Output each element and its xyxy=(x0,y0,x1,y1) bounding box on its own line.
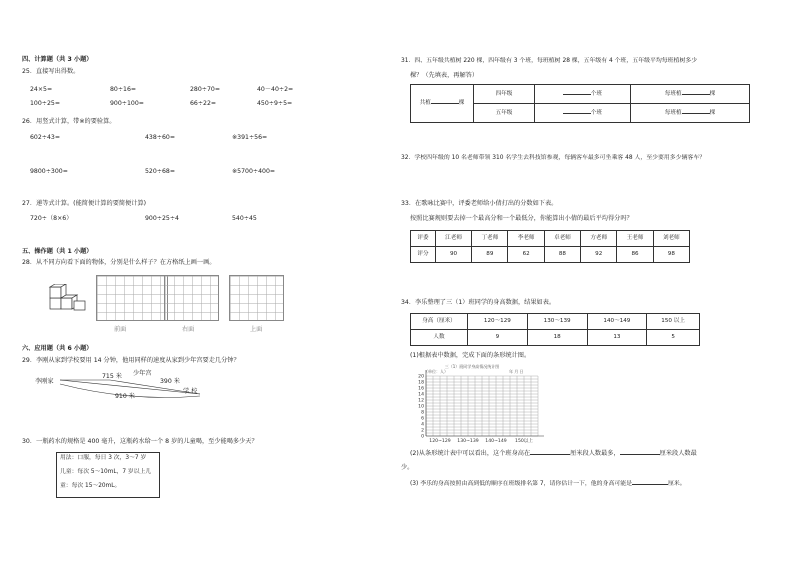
total-unit: 棵 xyxy=(458,100,465,107)
section6-title: 六、应用题（共 6 小题） xyxy=(22,345,93,352)
distance-home-school: 910 米 xyxy=(115,393,135,400)
section5-title: 五、操作题（共 1 小题） xyxy=(22,248,93,255)
header-cell: 身高（厘米） xyxy=(411,314,468,330)
score-cell: 62 xyxy=(508,247,544,263)
distance-palace-school: 390 米 xyxy=(160,378,180,385)
q25-item: 450÷9÷5= xyxy=(257,100,293,107)
score-cell: 89 xyxy=(472,247,508,263)
header-cell: 130～139 xyxy=(527,314,587,330)
palace-label: 少年宫 xyxy=(133,370,152,377)
school-label: 学 校 xyxy=(183,388,198,395)
class-count-cell xyxy=(535,85,631,104)
per-label: 每班植 xyxy=(664,90,682,97)
answer-blank[interactable] xyxy=(620,454,660,455)
q26-item: 9800÷300= xyxy=(30,168,68,175)
q26-item: 602÷43= xyxy=(30,134,61,141)
y-tick-label: 16 xyxy=(418,386,424,392)
cube-stack-figure xyxy=(48,284,90,314)
q30-text: 30．一瓶药水的规格是 400 毫升，这瓶药水给一个 8 岁的儿童喝，至少能喝多少天？ xyxy=(22,438,258,445)
q27-item: 540÷45 xyxy=(232,215,257,222)
q28-text: 28．从不同方向看下面的物体，分别是什么样子？在方格纸上画一画。 xyxy=(22,259,216,266)
q33-text: 33．在歌咏比赛中，评委老师给小倩打出的分数如下表。 xyxy=(401,200,558,207)
sub2-text: (2)从条形统计表中可以看出，这个班身高在 xyxy=(410,450,531,457)
q27-text: 27．递等式计算。(能简便计算的要简便计算) xyxy=(22,200,147,207)
q31-text-cont: 棵？（先填表，再解答） xyxy=(410,72,479,79)
q25-text: 25．直接写出得数。 xyxy=(22,68,80,75)
q25-item: 40－40÷2= xyxy=(257,86,294,93)
header-cell: 方老师 xyxy=(581,231,617,247)
score-cell: 92 xyxy=(581,247,617,263)
per-class-cell xyxy=(631,104,750,123)
answer-blank[interactable] xyxy=(530,454,570,455)
sub3-text: (3) 李乐的身高按照由高到低的顺序在班级排名第 7，请你估计一下，他的身高可能是 xyxy=(410,481,633,487)
q26-item: 438÷60= xyxy=(145,134,176,141)
y-tick-label: 20 xyxy=(418,374,424,380)
per-unit: 棵 xyxy=(709,109,716,116)
y-tick-label: 18 xyxy=(418,380,424,386)
sub2-text: 厘米段人数最多， xyxy=(570,450,620,457)
q29-text: 29．李刚从家到学校要用 14 分钟，他用同样的速度从家到少年宫要走几分钟？ xyxy=(22,357,240,364)
sub2-text: 厘米段人数最 xyxy=(659,450,697,457)
y-tick-label: 8 xyxy=(421,410,424,416)
x-tick-label: 130~139 xyxy=(457,439,479,444)
y-tick-label: 4 xyxy=(421,422,424,428)
header-cell: 150 以上 xyxy=(647,314,700,330)
header-cell: 卓老师 xyxy=(544,231,580,247)
count-cell: 13 xyxy=(587,330,647,346)
header-cell: 江老师 xyxy=(435,231,471,247)
q27-item: 900÷25÷4 xyxy=(145,215,179,222)
sub3-text: 厘米。 xyxy=(668,481,686,487)
y-tick-label: 2 xyxy=(421,428,424,434)
row-label-cell: 人数 xyxy=(411,330,468,346)
q34-text: 34．李乐整理了三（1）班同学的身高数据，结果如表。 xyxy=(401,299,556,306)
q25-item: 280÷70= xyxy=(190,86,221,93)
q33-score-table xyxy=(410,230,690,263)
q26-text: 26．用竖式计算，带※的要验算。 xyxy=(22,118,116,125)
grid-label-front: 前面 xyxy=(114,326,127,333)
score-cell: 88 xyxy=(544,247,580,263)
header-cell: 李老师 xyxy=(508,231,544,247)
q34-sub2-cont: 少。 xyxy=(401,464,414,471)
q25-item: 24×5= xyxy=(30,86,53,93)
drawing-grid-top[interactable] xyxy=(229,275,284,321)
q34-sub3 xyxy=(410,481,686,488)
section4-title: 四、计算题（共 3 小题） xyxy=(22,56,93,63)
header-cell: 120～129 xyxy=(468,314,528,330)
header-cell: 刘老师 xyxy=(653,231,689,247)
count-cell: 9 xyxy=(468,330,528,346)
class-count-cell xyxy=(535,104,631,123)
q26-item: ※5700÷400= xyxy=(232,168,276,175)
y-tick-label: 12 xyxy=(418,398,424,404)
chart-unit: （单位：人） xyxy=(424,369,448,374)
q34-sub1: (1)根据表中数据，完成下面的条形统计图。 xyxy=(410,352,531,359)
q25-item: 80÷16= xyxy=(110,86,137,93)
drawing-grid-front[interactable] xyxy=(96,275,168,321)
y-tick-label: 0 xyxy=(421,434,424,440)
count-unit: 个班 xyxy=(590,90,603,97)
score-cell: 90 xyxy=(435,247,471,263)
header-cell: 140～149 xyxy=(587,314,647,330)
answer-blank[interactable] xyxy=(682,94,710,95)
distance-home-palace: 715 米 xyxy=(102,373,122,380)
answer-blank[interactable] xyxy=(431,103,459,104)
q31-text: 31．四、五年级共植树 220 棵，四年级有 3 个班，每班植树 28 棵，五年级有 4 个班，五年级平均每班植树多少 xyxy=(401,58,698,64)
bar-chart[interactable] xyxy=(404,362,546,446)
chart-title: 三（1）班同学身高情况统计图 xyxy=(444,364,500,369)
header-cell: 丁老师 xyxy=(472,231,508,247)
medicine-instructions-box xyxy=(56,452,160,498)
count-unit: 个班 xyxy=(590,109,603,116)
header-cell: 王老师 xyxy=(617,231,653,247)
x-tick-label: 150以上 xyxy=(515,439,533,444)
x-tick-label: 140~149 xyxy=(485,439,507,444)
per-class-cell xyxy=(631,85,750,104)
header-cell: 评委 xyxy=(411,231,436,247)
instructions-line: 童：每次 15～20mL。 xyxy=(60,483,121,489)
q26-item: 520÷68= xyxy=(145,168,176,175)
chart-date: 年 月 日 xyxy=(509,369,524,374)
total-cell xyxy=(411,85,474,123)
score-cell: 86 xyxy=(617,247,653,263)
answer-blank[interactable] xyxy=(563,113,591,114)
q25-item: 100÷25= xyxy=(30,100,61,107)
drawing-grid-right[interactable] xyxy=(164,275,219,321)
y-tick-label: 14 xyxy=(418,392,424,398)
grid-label-top: 上面 xyxy=(250,326,263,333)
q25-item: 900÷100= xyxy=(110,100,144,107)
home-label: 李刚家 xyxy=(35,378,54,385)
count-cell: 5 xyxy=(647,330,700,346)
q34-height-table xyxy=(410,313,700,346)
answer-blank[interactable] xyxy=(632,484,668,485)
q26-item: ※391÷56= xyxy=(232,134,268,141)
answer-blank[interactable] xyxy=(563,94,591,95)
q33-text-cont: 按照比赛规则要去掉一个最高分和一个最低分，你能算出小倩的最后平均得分吗？ xyxy=(410,215,633,222)
q34-sub2 xyxy=(410,450,697,457)
instructions-line: 儿童：每次 5～10mL，7 岁以上儿 xyxy=(60,469,152,475)
y-tick-label: 6 xyxy=(421,416,424,422)
per-unit: 棵 xyxy=(709,90,716,97)
answer-blank[interactable] xyxy=(682,113,710,114)
row-label-cell: 评分 xyxy=(411,247,436,263)
q27-item: 720÷（8×6） xyxy=(30,215,73,222)
q31-table xyxy=(410,84,750,123)
y-tick-label: 10 xyxy=(418,404,424,410)
q32-text: 32．学校四年级的 10 名老师带领 310 名学生去科技馆参观，每辆客车最多可坐乘客 48 人，至少要用多少辆客车？ xyxy=(401,155,706,161)
grid-label-right: 右面 xyxy=(182,326,195,333)
grade-cell: 四年级 xyxy=(474,85,535,104)
q25-item: 66÷22= xyxy=(190,100,217,107)
instructions-line: 用法：口服，每日 3 次，3～7 岁 xyxy=(60,455,147,461)
x-tick-label: 120~129 xyxy=(429,439,451,444)
per-label: 每班植 xyxy=(664,109,682,116)
score-cell: 98 xyxy=(653,247,689,263)
grade-cell: 五年级 xyxy=(474,104,535,123)
total-label: 共植 xyxy=(419,100,431,107)
count-cell: 18 xyxy=(527,330,587,346)
